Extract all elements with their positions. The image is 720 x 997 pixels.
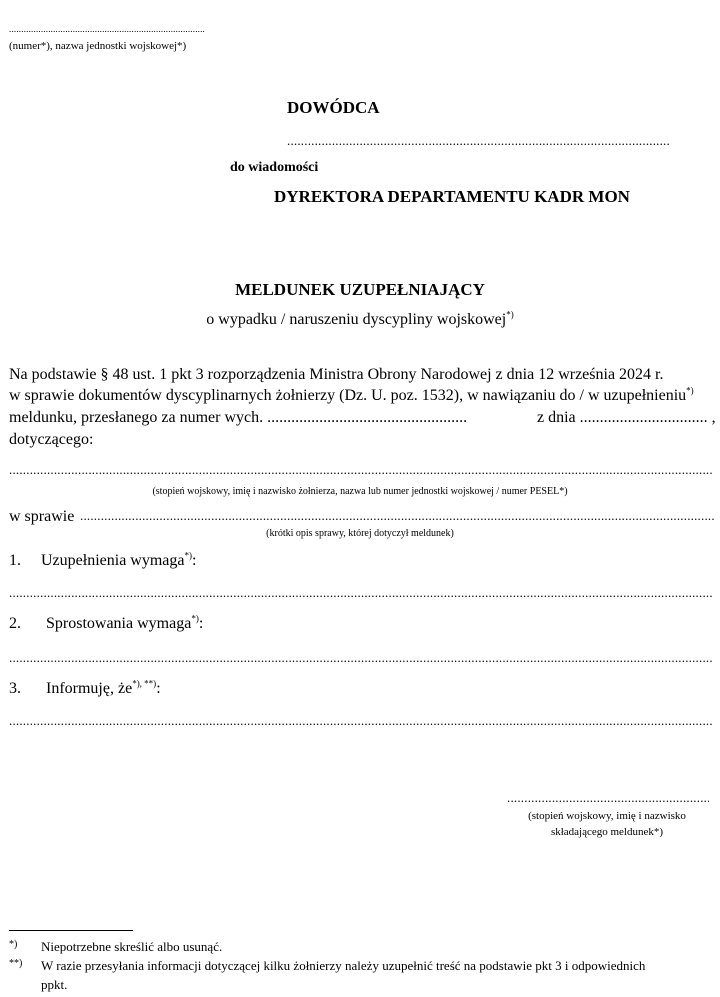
commander-dotted-line[interactable]: [287, 133, 671, 149]
footnote-2-text-line-2: ppkt.: [41, 977, 68, 992]
addressee-title: DOWÓDCA: [287, 98, 380, 117]
point-1-colon: :: [192, 552, 197, 569]
point-2-label: [46, 615, 203, 633]
unit-line-caption: (numer*), nazwa jednostki wojskowej*): [9, 40, 187, 52]
intro-line-1: Na podstawie § 48 ust. 1 pkt 3 rozporządzenia Ministra Obrony Narodowej z dnia 12 września 2024 r.: [9, 366, 664, 383]
case-dotted-field[interactable]: [80, 508, 715, 524]
signature-caption-line-2: składającego meldunek*): [550, 826, 664, 838]
point-2-label-text: Sprostowania wymaga: [46, 615, 192, 632]
soldier-caption: (stopień wojskowy, imię i nazwisko żołnierza, nazwa lub numer jednostki wojskowej / numer PESEL*): [152, 486, 568, 497]
subtitle-footnote-mark: *): [506, 309, 514, 320]
point-1-dotted-field[interactable]: [9, 585, 712, 601]
signature-caption-line-1: (stopień wojskowy, imię i nazwisko: [528, 810, 686, 822]
point-1-mark: *): [184, 550, 192, 561]
soldier-dotted-field[interactable]: [9, 462, 712, 478]
document-subtitle-text: o wypadku / naruszeniu dyscypliny wojskowej: [206, 311, 507, 328]
point-1-label: [41, 552, 196, 570]
point-3-colon: :: [156, 680, 161, 697]
case-label: w sprawie: [9, 508, 75, 525]
cc-label: do wiadomości: [230, 160, 319, 175]
footnote-2-mark: **): [9, 958, 23, 969]
point-3-label-text: Informuję, że: [46, 680, 133, 697]
signature-dotted-line[interactable]: [507, 790, 709, 806]
footnote-2-text-line-1: W razie przesyłania informacji dotyczącej kilku żołnierzy należy uzupełnić treść na podstawie pkt 3 i odpowiednich: [41, 958, 646, 973]
intro-line-4: dotyczącego:: [9, 431, 94, 448]
point-3-label: [46, 680, 161, 698]
unit-dotted-line[interactable]: [9, 24, 205, 34]
point-3-number: 3.: [9, 680, 21, 697]
intro-line-2-text: w sprawie dokumentów dyscyplinarnych żołnierzy (Dz. U. poz. 1532), w nawiązaniu do / w uzupełnieniu: [9, 387, 687, 404]
document-title: MELDUNEK UZUPEŁNIAJĄCY: [235, 280, 485, 299]
intro-line-3-date[interactable]: z dnia ................................ ,: [537, 409, 716, 426]
document-subtitle: [0, 311, 720, 329]
case-caption: (krótki opis sprawy, której dotyczył meldunek): [266, 528, 454, 539]
point-3-mark: *), **): [132, 678, 157, 689]
point-2-number: 2.: [9, 615, 21, 632]
cc-recipient: DYREKTORA DEPARTAMENTU KADR MON: [274, 187, 630, 206]
point-3-dotted-field[interactable]: [9, 713, 712, 729]
point-1-number: 1.: [9, 552, 21, 569]
intro-footnote-mark: *): [686, 385, 694, 396]
footnote-1-text: Niepotrzebne skreślić albo usunąć.: [41, 939, 223, 954]
point-2-dotted-field[interactable]: [9, 650, 712, 666]
point-2-mark: *): [191, 613, 199, 624]
point-1-label-text: Uzupełnienia wymaga: [41, 552, 185, 569]
footnote-1-mark: *): [9, 939, 18, 950]
footnote-separator: [9, 930, 133, 931]
point-2-colon: :: [198, 615, 204, 632]
intro-line-2: [9, 387, 694, 405]
intro-line-3-reference-number[interactable]: meldunku, przesłanego za numer wych. ..................................................: [9, 409, 468, 426]
